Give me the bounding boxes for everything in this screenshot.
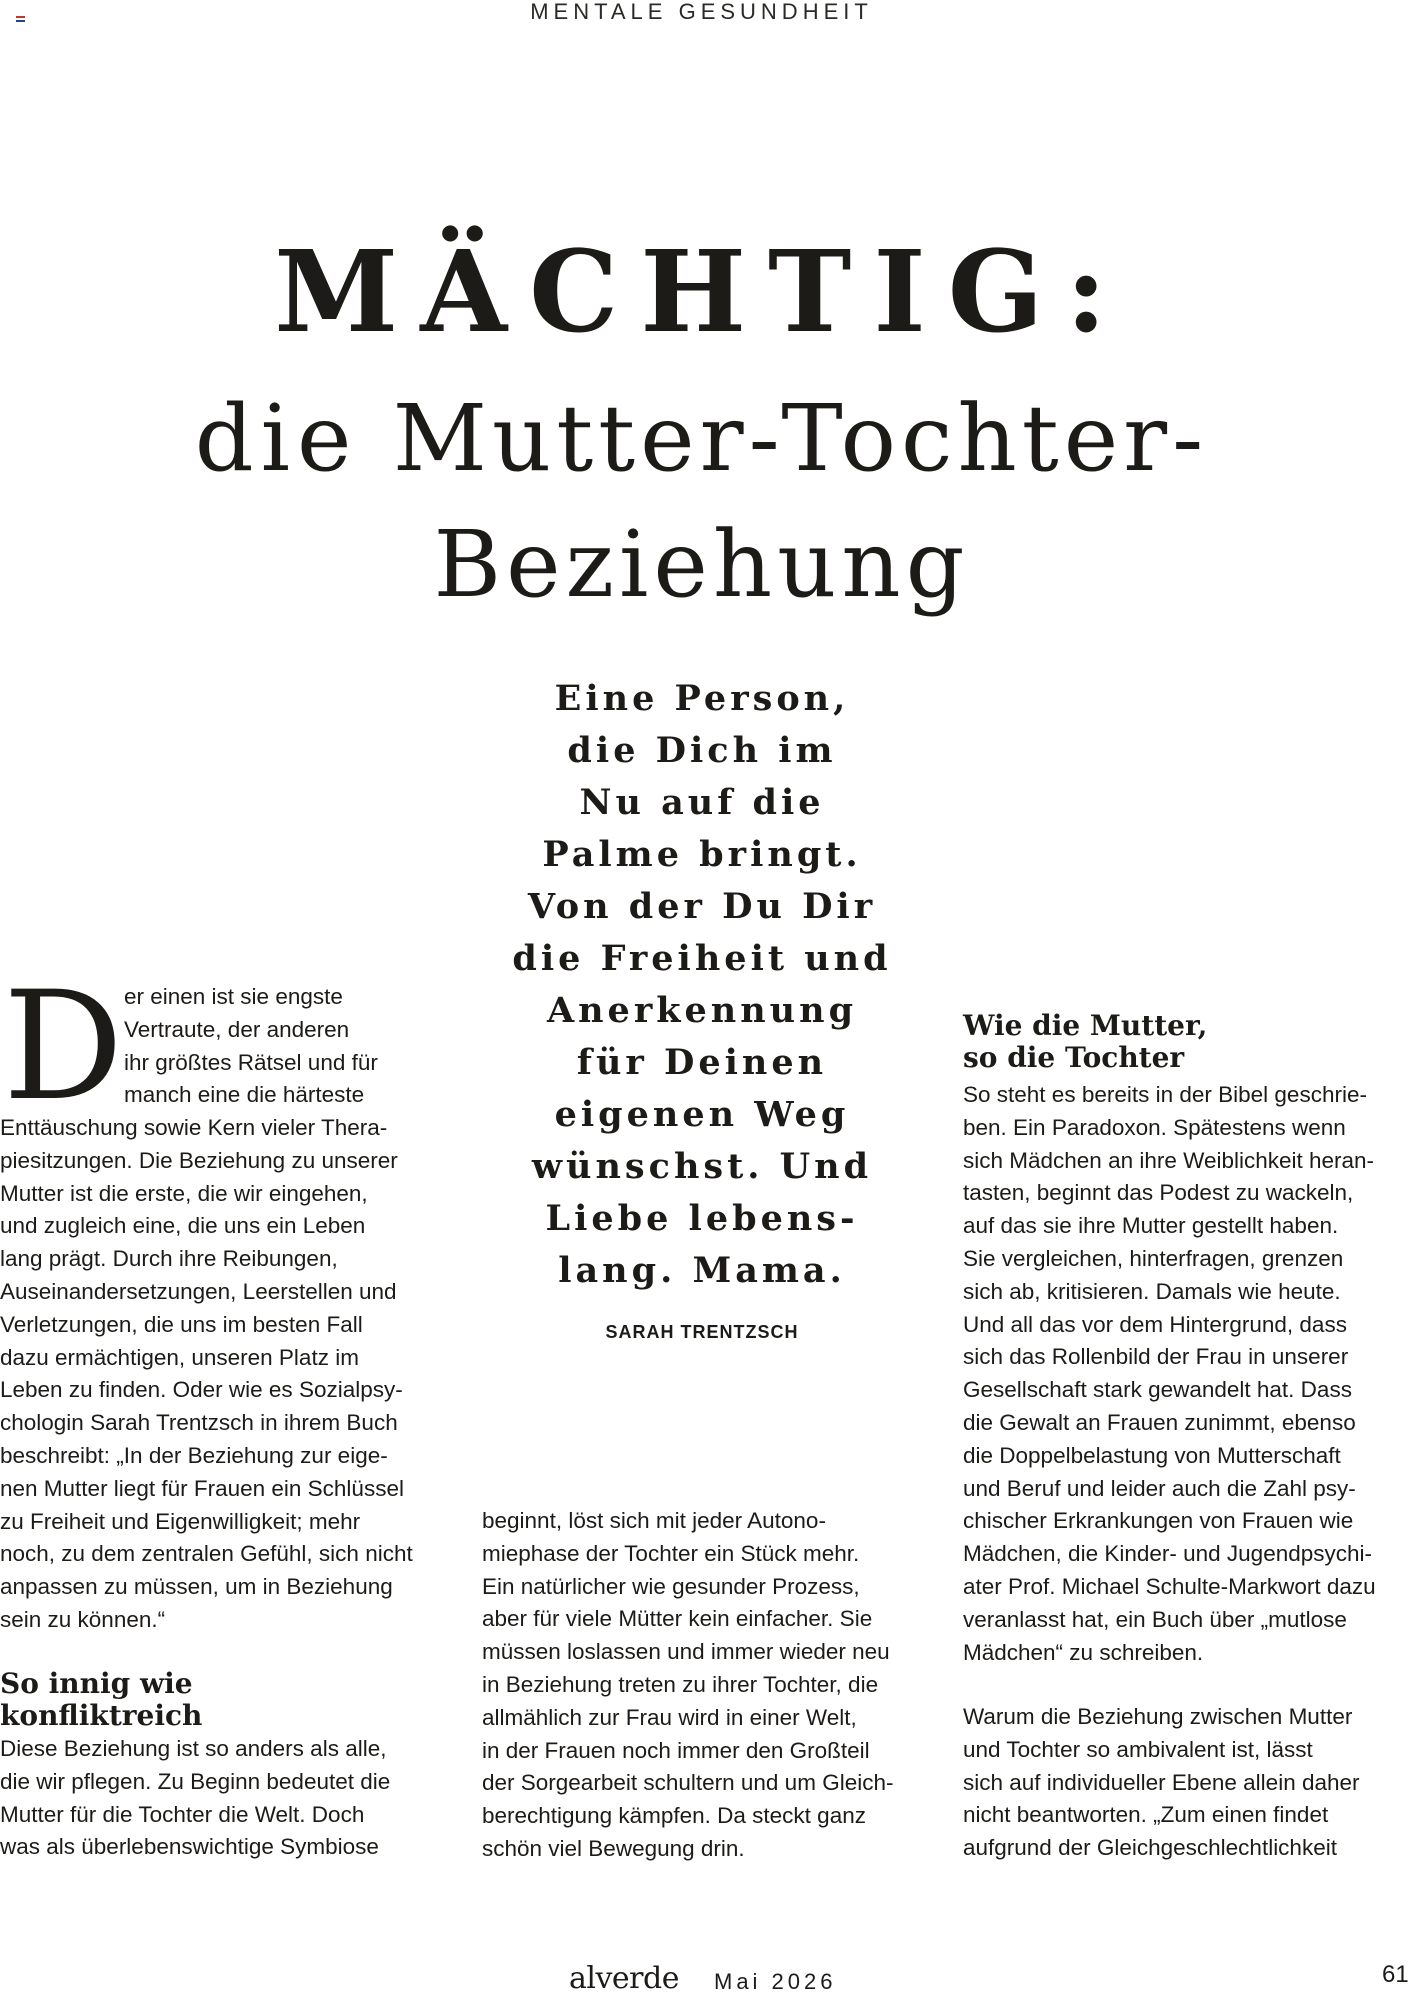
pull-quote-line: eigenen Weg bbox=[554, 1094, 850, 1135]
text-line: was als überlebenswichtige Symbiose bbox=[0, 1834, 379, 1860]
text-line: Mutter ist die erste, die wir eingehen, bbox=[0, 1180, 368, 1206]
text-line: chologin Sarah Trentzsch in ihrem Buch bbox=[0, 1410, 398, 1436]
text-line: Und all das vor dem Hintergrund, dass bbox=[963, 1311, 1347, 1337]
text-line: ater Prof. Michael Schulte-Markwort dazu bbox=[963, 1573, 1376, 1599]
text-line: aufgrund der Gleichgeschlechtlichkeit bbox=[963, 1835, 1337, 1861]
text-line: die wir pflegen. Zu Beginn bedeutet die bbox=[0, 1768, 391, 1794]
text-line: lang prägt. Durch ihre Reibungen, bbox=[0, 1246, 338, 1272]
headline-line-2 bbox=[0, 384, 1403, 494]
text-line: Verletzungen, die uns im besten Fall bbox=[0, 1311, 363, 1337]
text-line: Mädchen“ zu schreiben. bbox=[963, 1639, 1204, 1665]
text-line: Mädchen, die Kinder- und Jugendpsychi- bbox=[963, 1541, 1372, 1567]
pull-quote-author: SARAH TRENTZSCH bbox=[605, 1322, 799, 1342]
text-line: dazu ermächtigen, unseren Platz im bbox=[0, 1344, 359, 1370]
text-line: sich ab, kritisieren. Damals wie heute. bbox=[963, 1278, 1341, 1304]
pull-quote-line: die Dich im bbox=[567, 730, 837, 771]
pull-quote-line: für Deinen bbox=[576, 1042, 828, 1083]
subheading-line: Wie die Mutter, bbox=[963, 1009, 1208, 1042]
text-line: nen Mutter liegt für Frauen ein Schlüssel bbox=[0, 1475, 404, 1501]
text-line: der Sorgearbeit schultern und um Gleich- bbox=[482, 1770, 894, 1796]
headline-main: MÄCHTIG: bbox=[274, 227, 1129, 358]
text-line: veranlasst hat, ein Buch über „mutlose bbox=[963, 1606, 1347, 1632]
pull-quote-line: wünschst. Und bbox=[531, 1146, 873, 1187]
text-line: noch, zu dem zentralen Gefühl, sich nicht bbox=[0, 1541, 413, 1567]
headline-subject: Mutter-Tochter- bbox=[392, 385, 1209, 492]
magazine-logo: alverde bbox=[569, 1961, 679, 1996]
text-line: müssen loslassen und immer wieder neu bbox=[482, 1639, 890, 1665]
text-line: in Beziehung treten zu ihrer Tochter, die bbox=[482, 1671, 879, 1697]
text-line: Vertraute, der anderen bbox=[124, 1016, 350, 1042]
text-line: und zugleich eine, die uns ein Leben bbox=[0, 1213, 366, 1239]
subheading-line: konfliktreich bbox=[0, 1699, 203, 1732]
text-line: So steht es bereits in der Bibel geschrie- bbox=[963, 1082, 1367, 1107]
text-line: sich Mädchen an ihre Weiblichkeit heran- bbox=[963, 1147, 1375, 1173]
text-line: anpassen zu müssen, um in Beziehung bbox=[0, 1574, 393, 1600]
text-line: ben. Ein Paradoxon. Spätestens wenn bbox=[963, 1114, 1346, 1140]
headline-line-3: Beziehung bbox=[433, 511, 970, 618]
text-line: allmählich zur Frau wird in einer Welt, bbox=[482, 1704, 857, 1730]
subheading-line: So innig wie bbox=[0, 1667, 193, 1700]
text-line: Sie vergleichen, hinterfragen, grenzen bbox=[963, 1245, 1344, 1271]
text-line: und Tochter so ambivalent ist, lässt bbox=[963, 1736, 1313, 1762]
subheading-so-innig-wie-konfliktreich bbox=[0, 1668, 202, 1732]
text-line: die Doppelbelastung von Mutterschaft bbox=[963, 1442, 1341, 1468]
pull-quote-line: Liebe lebens- bbox=[545, 1198, 859, 1239]
text-line: berechtigung kämpfen. Da steckt ganz bbox=[482, 1803, 866, 1829]
issue-date: Mai 2026 bbox=[714, 1969, 837, 1994]
subheading-wie-die-mutter-so-die-tochter bbox=[963, 1010, 1207, 1074]
text-line: und Beruf und leider auch die Zahl psy- bbox=[963, 1475, 1356, 1501]
text-line: nicht beantworten. „Zum einen findet bbox=[963, 1802, 1329, 1828]
text-line: auf das sie ihre Mutter gestellt haben. bbox=[963, 1213, 1339, 1239]
text-line: Auseinandersetzungen, Leerstellen und bbox=[0, 1278, 397, 1304]
article-body-column-1 bbox=[0, 1112, 445, 1637]
text-line: sich das Rollenbild der Frau in unserer bbox=[963, 1344, 1349, 1370]
headline-article: die bbox=[194, 385, 359, 492]
text-line: Mutter für die Tochter die Welt. Doch bbox=[0, 1801, 365, 1827]
text-line: zu Freiheit und Eigenwilligkeit; mehr bbox=[0, 1508, 361, 1534]
section-label: MENTALE GESUNDHEIT bbox=[530, 0, 873, 24]
page-number: 61 bbox=[1382, 1961, 1409, 1988]
text-line: schön viel Bewegung drin. bbox=[482, 1835, 745, 1861]
article-body-column-3 bbox=[963, 1079, 1403, 1669]
pull-quote-line: Von der Du Dir bbox=[527, 886, 877, 927]
text-line: piesitzungen. Die Beziehung zu unserer bbox=[0, 1147, 398, 1173]
text-line: Ein natürlicher wie gesunder Prozess, bbox=[482, 1573, 860, 1599]
text-line: manch eine die härteste bbox=[124, 1082, 365, 1108]
text-line: chischer Erkrankungen von Frauen wie bbox=[963, 1508, 1354, 1534]
text-line: Gesellschaft stark gewandelt hat. Dass bbox=[963, 1377, 1352, 1403]
article-body-column-3-continued bbox=[963, 1701, 1403, 1865]
drop-cap: D bbox=[3, 960, 124, 1134]
pull-quote-line: die Freiheit und bbox=[512, 938, 892, 979]
article-body-column-2 bbox=[482, 1505, 927, 1866]
text-line: tasten, beginnt das Podest zu wackeln, bbox=[963, 1180, 1354, 1206]
pull-quote-line: Anerkennung bbox=[546, 990, 858, 1031]
subheading-line: so die Tochter bbox=[963, 1041, 1185, 1074]
text-line: aber für viele Mütter kein einfacher. Sie bbox=[482, 1606, 873, 1632]
pull-quote-line: Nu auf die bbox=[579, 782, 825, 823]
text-line: sich auf individueller Ebene allein daher bbox=[963, 1769, 1360, 1795]
text-line: miephase der Tochter ein Stück mehr. bbox=[482, 1540, 860, 1566]
text-line: sein zu können.“ bbox=[0, 1606, 166, 1632]
text-line: beschreibt: „In der Beziehung zur eige- bbox=[0, 1442, 388, 1468]
text-line: ihr größtes Rätsel und für bbox=[124, 1049, 378, 1075]
text-line: er einen ist sie engste bbox=[124, 984, 343, 1009]
article-intro bbox=[124, 981, 569, 1112]
pull-quote-line: lang. Mama. bbox=[558, 1250, 846, 1291]
text-line: beginnt, löst sich mit jeder Autono- bbox=[482, 1508, 826, 1533]
text-line: Enttäuschung sowie Kern vieler Thera- bbox=[0, 1115, 388, 1140]
pull-quote-line: Palme bringt. bbox=[542, 834, 862, 875]
text-line: in der Frauen noch immer den Großteil bbox=[482, 1737, 870, 1763]
text-line: Leben zu finden. Oder wie es Sozialpsy- bbox=[0, 1377, 403, 1403]
pull-quote-line: Eine Person, bbox=[554, 678, 850, 719]
text-line: die Gewalt an Frauen zunimmt, ebenso bbox=[963, 1409, 1356, 1435]
text-line: Diese Beziehung ist so anders als alle, bbox=[0, 1736, 387, 1761]
text-line: Warum die Beziehung zwischen Mutter bbox=[963, 1704, 1353, 1729]
article-body-column-1-continued bbox=[0, 1733, 445, 1864]
